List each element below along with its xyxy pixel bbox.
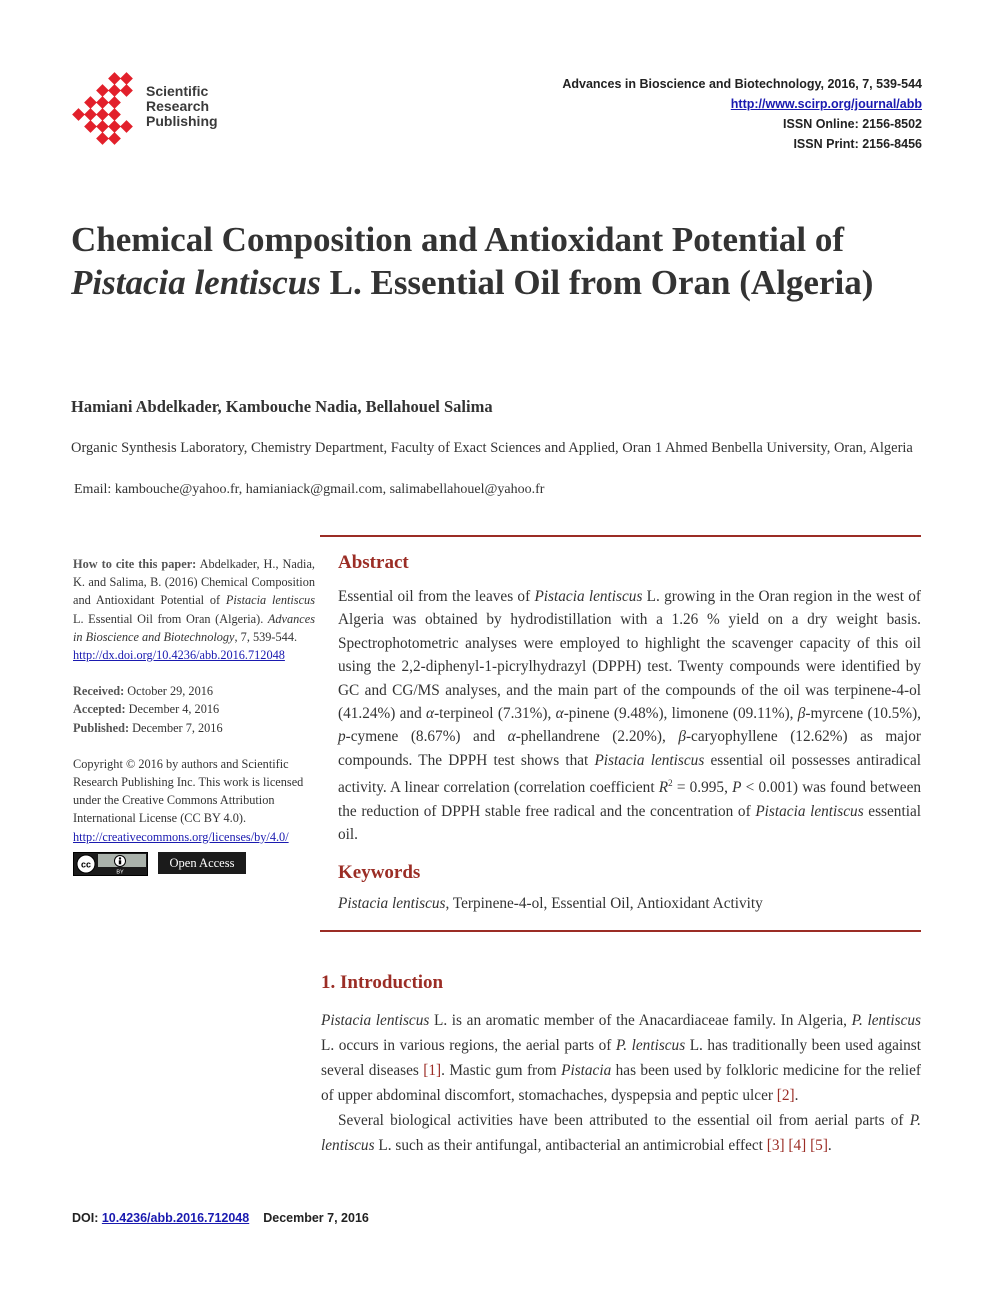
- cite-doi-link[interactable]: http://dx.doi.org/10.4236/abb.2016.712048: [73, 648, 285, 663]
- footer-doi-link[interactable]: 10.4236/abb.2016.712048: [101, 1211, 250, 1225]
- ref-link[interactable]: [4]: [788, 1137, 807, 1154]
- abstract-heading: Abstract: [338, 552, 409, 573]
- footer-date: December 7, 2016: [263, 1211, 369, 1225]
- abstract-text: Essential oil from the leaves of Pistacia lentiscus L. growing in the Oran region in the west of Algeria was obtained by hydrodistillation with a 1.26 % yield on a dry weight basis. Spectrophotometric analyses were employed to highlight the scavenger capacity of this oil using the 2,2-diphenyl-1-picrylhydrazyl (DPPH) test. Twenty compounds were identified by GC and CG/MS analyses, and the main part of the compounds of the oil was terpinene-4-ol (41.24%) and α-terpineol (7.31%), α-pinene (9.48%), limonene (09.11%), β-myrcene (10.5%), p-cymene (8.67%) and α-phellandrene (2.20%), β-caryophyllene (12.62%) as major compounds. The DPPH test shows that Pistacia lentiscus essential oil possesses antiradical activity. A linear correlation (correlation coefficient $R^2 = 0.995$, P < 0.001) was found between the reduction of DPPH stable free radical and the concentration of Pistacia lentiscus essential oil.: [338, 588, 922, 844]
- svg-text:BY: BY: [116, 869, 124, 876]
- open-access-badge: Open Access: [158, 852, 246, 874]
- affiliation: Organic Synthesis Laboratory, Chemistry Department, Faculty of Exact Sciences and Applied, Oran 1 Ahmed Benbella University, Oran, Algeria: [71, 440, 913, 456]
- ref-link[interactable]: [2]: [776, 1087, 795, 1104]
- intro-text: [321, 1008, 921, 1158]
- abstract-top-rule: [320, 535, 921, 537]
- issn-online: ISSN Online: 2156-8502: [783, 117, 922, 131]
- intro-paragraph-2: Several biological activities have been attributed to the essential oil from aerial parts of P. lentiscus L. such as their antifungal, antibacterial an antimicrobial effect [3] [4] [5].: [321, 1112, 921, 1154]
- paper-title: Chemical Composition and Antioxidant Potential of Pistacia lentiscus L. Essential Oil from Oran (Algeria): [71, 220, 874, 302]
- license-link[interactable]: http://creativecommons.org/licenses/by/4.0/: [73, 829, 289, 844]
- abstract-bottom-rule: [320, 930, 921, 932]
- ref-link[interactable]: [5]: [810, 1137, 828, 1154]
- svg-text:cc: cc: [80, 859, 92, 870]
- intro-heading: 1. Introduction: [321, 972, 444, 993]
- issn-print: ISSN Print: 2156-8456: [793, 137, 922, 151]
- how-to-cite: How to cite this paper: Abdelkader, H., Nadia, K. and Salima, B. (2016) Chemical Composition and Antioxidant Potential of Pistacia lentiscus L. Essential Oil from Oran (Algeria). Advances in Bioscience and Biotechnology, 7, 539-544. http://dx.doi.org/10.4236/abb.2016.712048: [73, 557, 315, 663]
- published-date: Published: December 7, 2016: [73, 720, 223, 735]
- ref-link[interactable]: [3]: [766, 1137, 785, 1154]
- authors: Hamiani Abdelkader, Kambouche Nadia, Bellahouel Salima: [71, 397, 493, 416]
- email-line: Email: kambouche@yahoo.fr, hamianiack@gmail.com, salimabellahouel@yahoo.fr: [74, 482, 545, 497]
- journal-info: [562, 74, 922, 154]
- accepted-date: Accepted: December 4, 2016: [73, 702, 220, 717]
- received-date: Received: October 29, 2016: [73, 684, 214, 699]
- copyright-notice: Copyright © 2016 by authors and Scientific Research Publishing Inc. This work is licensed under the Creative Commons Attribution International License (CC BY 4.0).: [73, 756, 304, 826]
- journal-citation: Advances in Bioscience and Biotechnology, 2016, 7, 539-544: [562, 77, 922, 91]
- keywords-text: Pistacia lentiscus, Terpinene-4-ol, Essential Oil, Antioxidant Activity: [338, 895, 763, 912]
- sidebar: [73, 555, 315, 876]
- ref-link[interactable]: [1]: [423, 1062, 442, 1079]
- publisher-name: Scientific Research Publishing: [146, 83, 218, 129]
- intro-paragraph-1: Pistacia lentiscus L. is an aromatic member of the Anacardiaceae family. In Algeria, P. lentiscus L. occurs in various regions, the aerial parts of P. lentiscus L. has traditionally been used against several diseases [1]. Mastic gum from Pistacia has been used by folkloric medicine for the relief of upper abdominal discomfort, stomachaches, dyspepsia and peptic ulcer [2].: [321, 1012, 921, 1104]
- keywords-heading: Keywords: [338, 862, 421, 883]
- journal-url-link[interactable]: http://www.scirp.org/journal/abb: [730, 97, 922, 111]
- cc-by-badge-icon[interactable]: [73, 852, 148, 876]
- footer: DOI: 10.4236/abb.2016.712048 December 7, 2016: [72, 1211, 369, 1225]
